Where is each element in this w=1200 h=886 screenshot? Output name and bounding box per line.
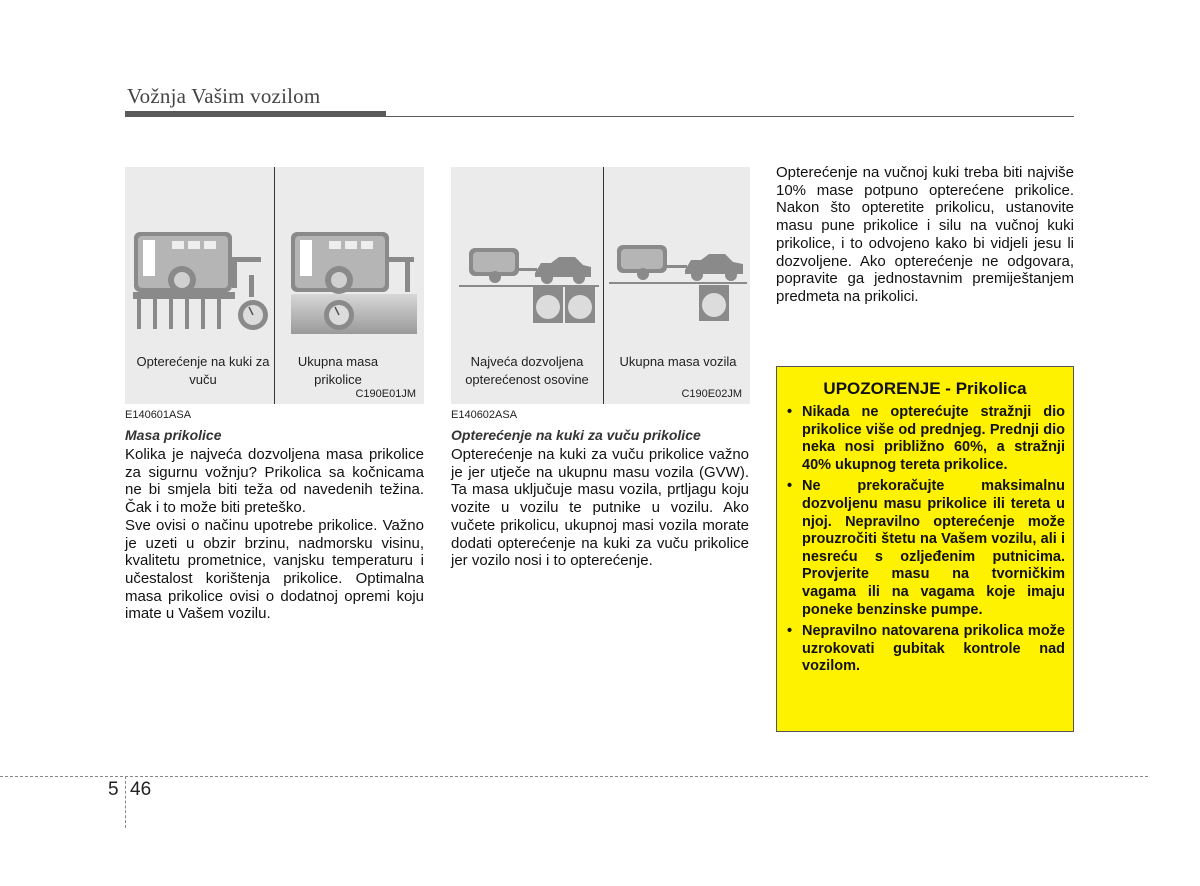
page-header-title: Vožnja Vašim vozilom (127, 84, 321, 108)
warning-label: UPOZORENJE - (823, 379, 951, 398)
section-body (125, 446, 424, 623)
paragraph: Opterećenje na vučnoj kuki treba biti najviše 10% mase potpuno opterećene prikolice. Nakon što opteretite prikolicu, ustanovite masu pune prikolice i silu na vučnoj kuki prikolice, i to odvojeno kako bi vidjeli jesu li dozvoljene. Ako opterećenje ne odgovara, popravite ga jednostavnim premiještanjem predmeta na prikolici. (776, 164, 1074, 305)
footer-divider (125, 776, 126, 828)
bullet-icon: • (787, 623, 793, 640)
gross-trailer-weight-drawing (291, 232, 417, 334)
section-code: E140602ASA (451, 409, 518, 421)
header-rule-thin (386, 116, 1074, 117)
figure2-code: C190E02JM (681, 388, 742, 400)
header-rule-thick (125, 111, 386, 117)
figure1-left-caption: Opterećenje na kuki za vuču (136, 354, 270, 387)
chapter-number: 5 (108, 779, 119, 800)
warning-box (776, 366, 1074, 732)
paragraph: Sve ovisi o načinu upotrebe prikolice. Važno je uzeti u obzir brzinu, nadmorsku visinu, kvalitetu prometnice, vanjsku temperaturu i učestalost korištenja prikolice. Optimalna masa prikolice ovisi o dodatnoj opremi koju imate u Vašem vozilu. (125, 516, 424, 623)
page-number: 46 (130, 779, 152, 800)
figure1-right-caption: Ukupna masa prikolice (297, 354, 379, 387)
figure2-left-caption: Najveća dozvoljena opterećenost osovine (465, 354, 589, 387)
warning-title (777, 379, 1073, 399)
figure-trailer-weight (125, 167, 424, 404)
section-body (776, 164, 1074, 306)
figure2-right-caption: Ukupna masa vozila (619, 354, 737, 369)
tongue-weight-drawing (133, 232, 268, 330)
warning-item: • Nepravilno natovarena prikolica može uzrokovati gubitak kontrole nad vozilom. (787, 623, 1065, 675)
bullet-icon: • (787, 478, 793, 495)
vehicle-weight-drawing (609, 245, 747, 321)
section-body (451, 446, 749, 570)
warning-list (787, 404, 1065, 680)
section-heading: Opterećenje na kuki za vuču prikolice (451, 427, 701, 443)
warning-subtitle: Prikolica (955, 379, 1027, 398)
section-heading: Masa prikolice (125, 427, 222, 443)
warning-item: • Ne prekoračujte maksimalnu dozvoljenu masu prikolice ili tereta u njoj. Nepravilno opterećenje može prouzročiti štetu na Vašem vozilu, ali i nesreću s ozljeđenim putnicima. Provjerite masu na tvorničkim vagama ili na vagama koje imaju poneke benzinske pumpe. (787, 478, 1065, 618)
paragraph: Opterećenje na kuki za vuču prikolice važno je jer utječe na ukupnu masu vozila (GVW). Ta masa uključuje masu vozila, prtljagu koju vozite u vozilu te putnike u vozilu. Ako vučete prikolicu, ukupnoj masi vozila morate dodati opterećenje na kuki za vuču prikolice jer vozilo nosi i to opterećenje. (451, 446, 749, 570)
warning-item: • Nikada ne opterećujte stražnji dio prikolice više od prednjeg. Prednji dio neka nosi približno 60%, a stražnji 40% ukupnog tereta prikolice. (787, 404, 1065, 473)
figure-axle-vehicle-weight (451, 167, 750, 404)
footer-rule (0, 776, 1148, 777)
bullet-icon: • (787, 404, 793, 420)
figure-divider (603, 167, 604, 404)
section-code: E140601ASA (125, 409, 192, 421)
paragraph: Kolika je najveća dozvoljena masa prikolice za sigurnu vožnju? Prikolica sa kočnicama ne bi smjela biti teža od navedenih težina. Čak i to može biti preteško. (125, 446, 424, 517)
axle-weight-drawing (459, 248, 599, 323)
figure1-code: C190E01JM (355, 388, 416, 400)
